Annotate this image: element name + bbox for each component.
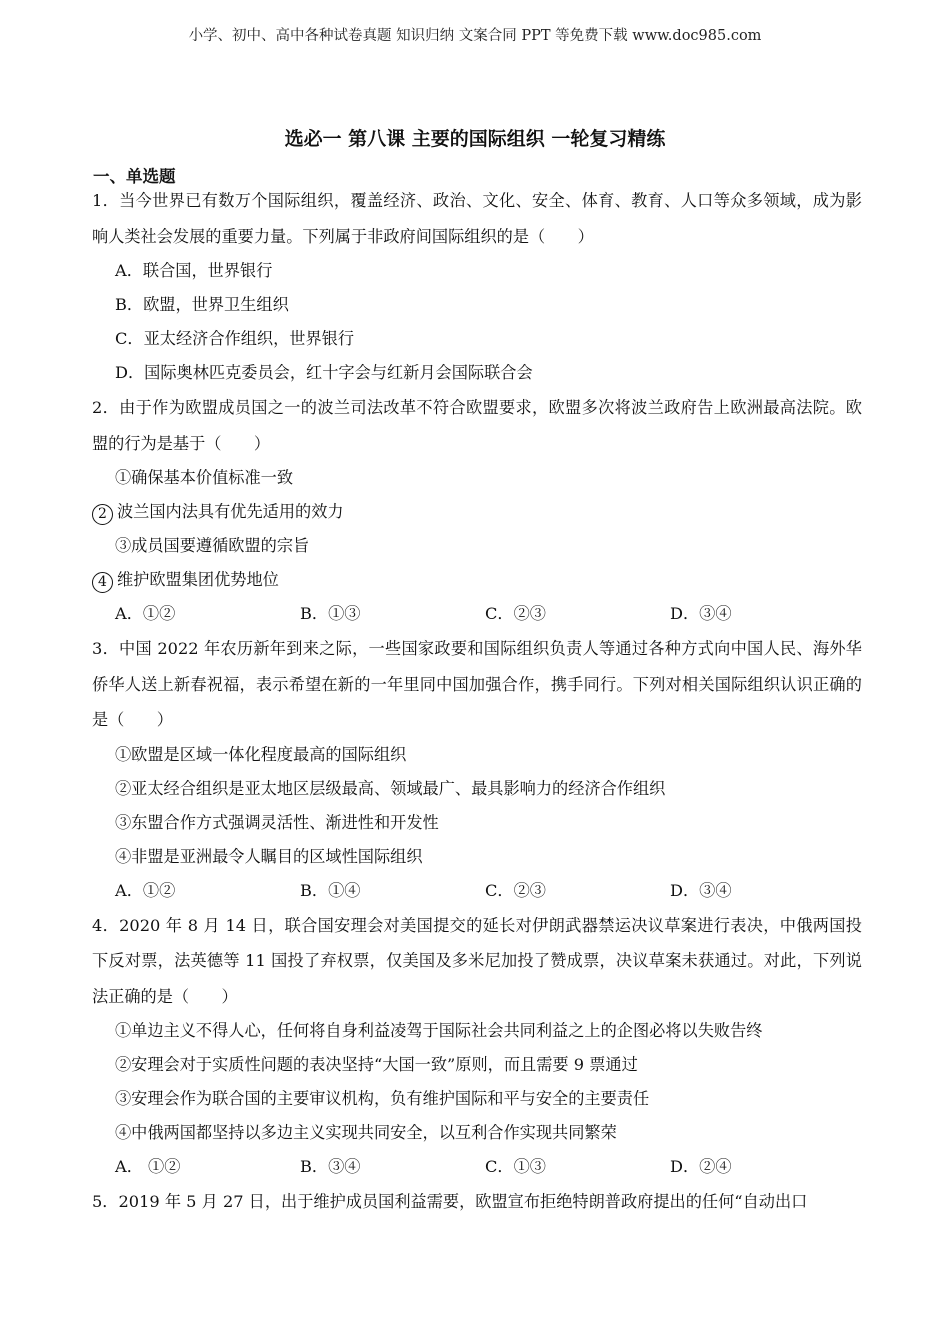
question-1-option-d: D．国际奥林匹克委员会，红十字会与红新月会国际联合会 [115, 363, 533, 382]
question-3-choice-a: A．①② [115, 880, 176, 900]
question-2-choice-b: B．①③ [300, 604, 361, 623]
question-4-statement-3: ③安理会作为联合国的主要审议机构，负有维护国际和平与安全的主要责任 [115, 1089, 650, 1108]
section-heading: 一、单选题 [93, 167, 176, 186]
question-3-choice-c: C．②③ [485, 880, 546, 900]
question-1-option-b: B．欧盟，世界卫生组织 [115, 295, 289, 314]
question-2-statement-1: ①确保基本价值标准一致 [115, 468, 294, 487]
circled-number: 4 [92, 572, 113, 593]
question-5-stem: 5．2019 年 5 月 27 日，出于维护成员国利益需要，欧盟宣布拒绝特朗普政府提出的任何“自动出口 [92, 1192, 808, 1211]
statement-text: 波兰国内法具有优先适用的效力 [117, 502, 344, 521]
question-3-choices [92, 874, 862, 908]
question-4-choice-a: A． ①② [115, 1157, 181, 1176]
statement-text: 维护欧盟集团优势地位 [117, 570, 279, 589]
question-4-choices [92, 1150, 862, 1184]
question-4-choice-c: C．①③ [485, 1157, 546, 1176]
question-1-stem: 1．当今世界已有数万个国际组织，覆盖经济、政治、文化、安全、体育、教育、人口等众多领域，成为影响人类社会发展的重要力量。下列属于非政府间国际组织的是（ ） [92, 191, 862, 246]
question-4-statement-4: ④中俄两国都坚持以多边主义实现共同安全，以互利合作实现共同繁荣 [115, 1123, 617, 1142]
question-2-statement-2 [92, 495, 862, 529]
question-3-stem: 3．中国 2022 年农历新年到来之际，一些国家政要和国际组织负责人等通过各种方式向中国人民、海外华侨华人送上新春祝福，表示希望在新的一年里同中国加强合作，携手同行。下列对相关国际组织认识正确的是（ ） [92, 639, 862, 729]
page-header: 小学、初中、高中各种试卷真题 知识归纳 文案合同 PPT 等免费下载 www.doc985.com [188, 28, 762, 44]
question-4-choice-d: D．②④ [670, 1157, 732, 1176]
question-4-stem: 4．2020 年 8 月 14 日，联合国安理会对美国提交的延长对伊朗武器禁运决议草案进行表决，中俄两国投下反对票，法英德等 11 国投了弃权票，仅美国及多米尼加投了赞成票，决议草案未获通过。对此，下列说法正确的是（ ） [92, 915, 862, 1006]
question-3-statement-1: ①欧盟是区域一体化程度最高的国际组织 [115, 744, 407, 764]
question-list [92, 183, 862, 1220]
question-1-option-c: C．亚太经济合作组织，世界银行 [115, 329, 355, 348]
question-2-choices [92, 597, 862, 631]
question-3-statement-2: ②亚太经合组织是亚太地区层级最高、领域最广、最具影响力的经济合作组织 [115, 778, 666, 798]
circled-number: 2 [92, 504, 113, 525]
question-4-statement-2: ②安理会对于实质性问题的表决坚持“大国一致”原则，而且需要 9 票通过 [115, 1055, 638, 1074]
question-4-statement-1: ①单边主义不得人心，任何将自身利益凌驾于国际社会共同利益之上的企图必将以失败告终 [115, 1021, 763, 1040]
question-3-choice-d: D．③④ [670, 880, 732, 900]
question-3-statement-4: ④非盟是亚洲最令人瞩目的区域性国际组织 [115, 846, 423, 866]
document-title: 选必一 第八课 主要的国际组织 一轮复习精练 [284, 128, 666, 150]
question-3-choice-b: B．①④ [300, 880, 361, 900]
question-2-stem: 2．由于作为欧盟成员国之一的波兰司法改革不符合欧盟要求，欧盟多次将波兰政府告上欧洲最高法院。欧盟的行为是基于（ ） [92, 398, 862, 453]
question-2-statement-3: ③成员国要遵循欧盟的宗旨 [115, 536, 310, 555]
question-2-statement-4 [92, 563, 862, 597]
question-3-statement-3: ③东盟合作方式强调灵活性、渐进性和开发性 [115, 812, 439, 832]
question-1-option-a: A．联合国，世界银行 [115, 261, 273, 280]
question-2-choice-c: C．②③ [485, 604, 546, 623]
question-4-choice-b: B．③④ [300, 1157, 361, 1176]
question-2-choice-a: A．①② [115, 604, 176, 623]
question-2-choice-d: D．③④ [670, 604, 732, 623]
